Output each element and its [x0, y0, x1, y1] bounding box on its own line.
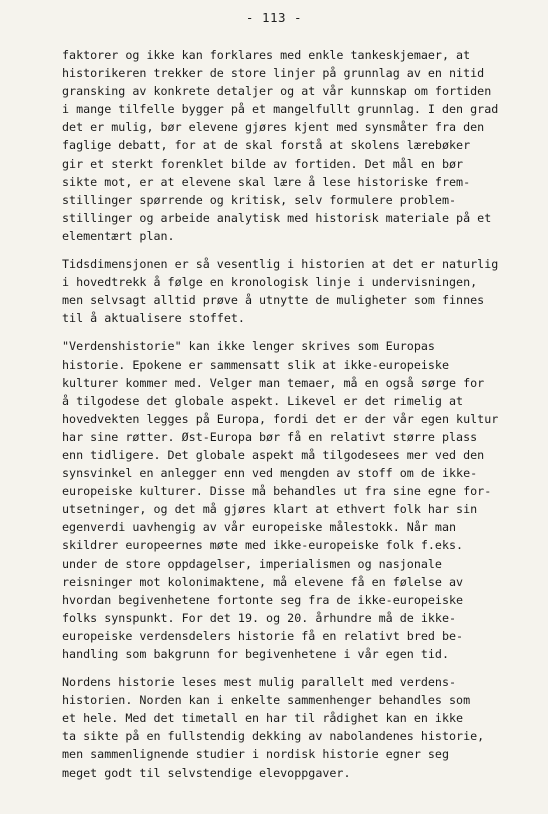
text-line: hvordan begivenhetene fortonte seg fra de ikke-europeiske — [62, 592, 464, 607]
text-line: gransking av konkrete detaljer og at vår kunnskap om fortiden — [62, 84, 492, 99]
text-line: gir et sterkt forenklet bilde av fortiden. Det mål en bør — [62, 156, 464, 171]
text-line: "Verdenshistorie" kan ikke lenger skrives som Europas — [62, 339, 435, 354]
text-line: men sammenlignende studier i nordisk historie egner seg — [62, 747, 450, 762]
text-line: men selvsagt alltid prøve å utnytte de muligheter som finnes — [62, 293, 485, 308]
text-line: sikte mot, er at elevene skal lære å lese historiske frem- — [62, 174, 471, 189]
text-line: Nordens historie leses mest mulig parallelt med verdens- — [62, 675, 457, 690]
text-line: meget godt til selvstendige elevoppgaver. — [62, 765, 351, 780]
text-line: har sine røtter. Øst-Europa bør få en relativt større plass — [62, 429, 478, 444]
paragraph — [62, 46, 502, 245]
text-line: europeiske verdensdelers historie få en relativt bred be- — [62, 628, 464, 643]
text-line: enn tidligere. Det globale aspekt må tilgodesees mer ved den — [62, 447, 485, 462]
text-line: kulturer kommer med. Velger man temaer, må en også sørge for — [62, 375, 485, 390]
text-line: reisninger mot kolonimaktene, må elevene få en følelse av — [62, 574, 464, 589]
text-line: under de store oppdagelser, imperialismen og nasjonale — [62, 556, 442, 571]
text-line: Tidsdimensjonen er så vesentlig i historien at det er naturlig — [62, 257, 499, 272]
body-text — [62, 46, 502, 792]
text-line: hovedvekten legges på Europa, fordi det er der vår egen kultur — [62, 411, 499, 426]
text-line: elementært plan. — [62, 228, 175, 243]
text-line: i hovedtrekk å følge en kronologisk linje i undervisningen, — [62, 275, 478, 290]
text-line: egenverdi uavhengig av vår europeiske målestokk. Når man — [62, 520, 457, 535]
text-line: til å aktualisere stoffet. — [62, 311, 245, 326]
text-line: handling som bakgrunn for begivenhetene i vår egen tid. — [62, 647, 450, 661]
page-number: - 113 - — [245, 10, 303, 25]
paragraph — [62, 255, 502, 327]
text-line: stillinger spørrende og kritisk, selv formulere problem- — [62, 192, 457, 207]
text-line: historie. Epokene er sammensatt slik at ikke-europeiske — [62, 357, 450, 372]
text-line: faglige debatt, for at de skal forstå at skolens lærebøker — [62, 138, 471, 153]
paragraph — [62, 337, 502, 663]
text-line: et hele. Med det timetall en har til rådighet kan en ikke — [62, 711, 464, 726]
text-line: i mange tilfelle bygger på et mangelfullt grunnlag. I den grad — [62, 102, 499, 117]
text-line: å tilgodese det globale aspekt. Likevel er det rimelig at — [62, 393, 464, 408]
text-line: historien. Norden kan i enkelte sammenhenger behandles som — [62, 693, 471, 708]
text-line: synsvinkel en anlegger enn ved mengden av stoff om de ikke- — [62, 466, 478, 481]
text-line: det er mulig, bør elevene gjøres kjent med synsmåter fra den — [62, 120, 485, 135]
text-line: folks synspunkt. For det 19. og 20. århundre må de ikke- — [62, 610, 457, 625]
text-line: historikeren trekker de store linjer på grunnlag av en nitid — [62, 66, 485, 81]
paragraph — [62, 673, 502, 782]
text-line: stillinger og arbeide analytisk med historisk materiale på et — [62, 210, 492, 225]
text-line: ta sikte på en fullstendig dekking av nabolandenes historie, — [62, 729, 485, 744]
text-line: faktorer og ikke kan forklares med enkle tankeskjemaer, at — [62, 48, 471, 62]
text-line: skildrer europeernes møte med ikke-europeiske folk f.eks. — [62, 538, 464, 553]
text-line: utsetninger, og det må gjøres klart at ethvert folk har sin — [62, 502, 478, 517]
text-line: europeiske kulturer. Disse må behandles ut fra sine egne for- — [62, 484, 492, 499]
